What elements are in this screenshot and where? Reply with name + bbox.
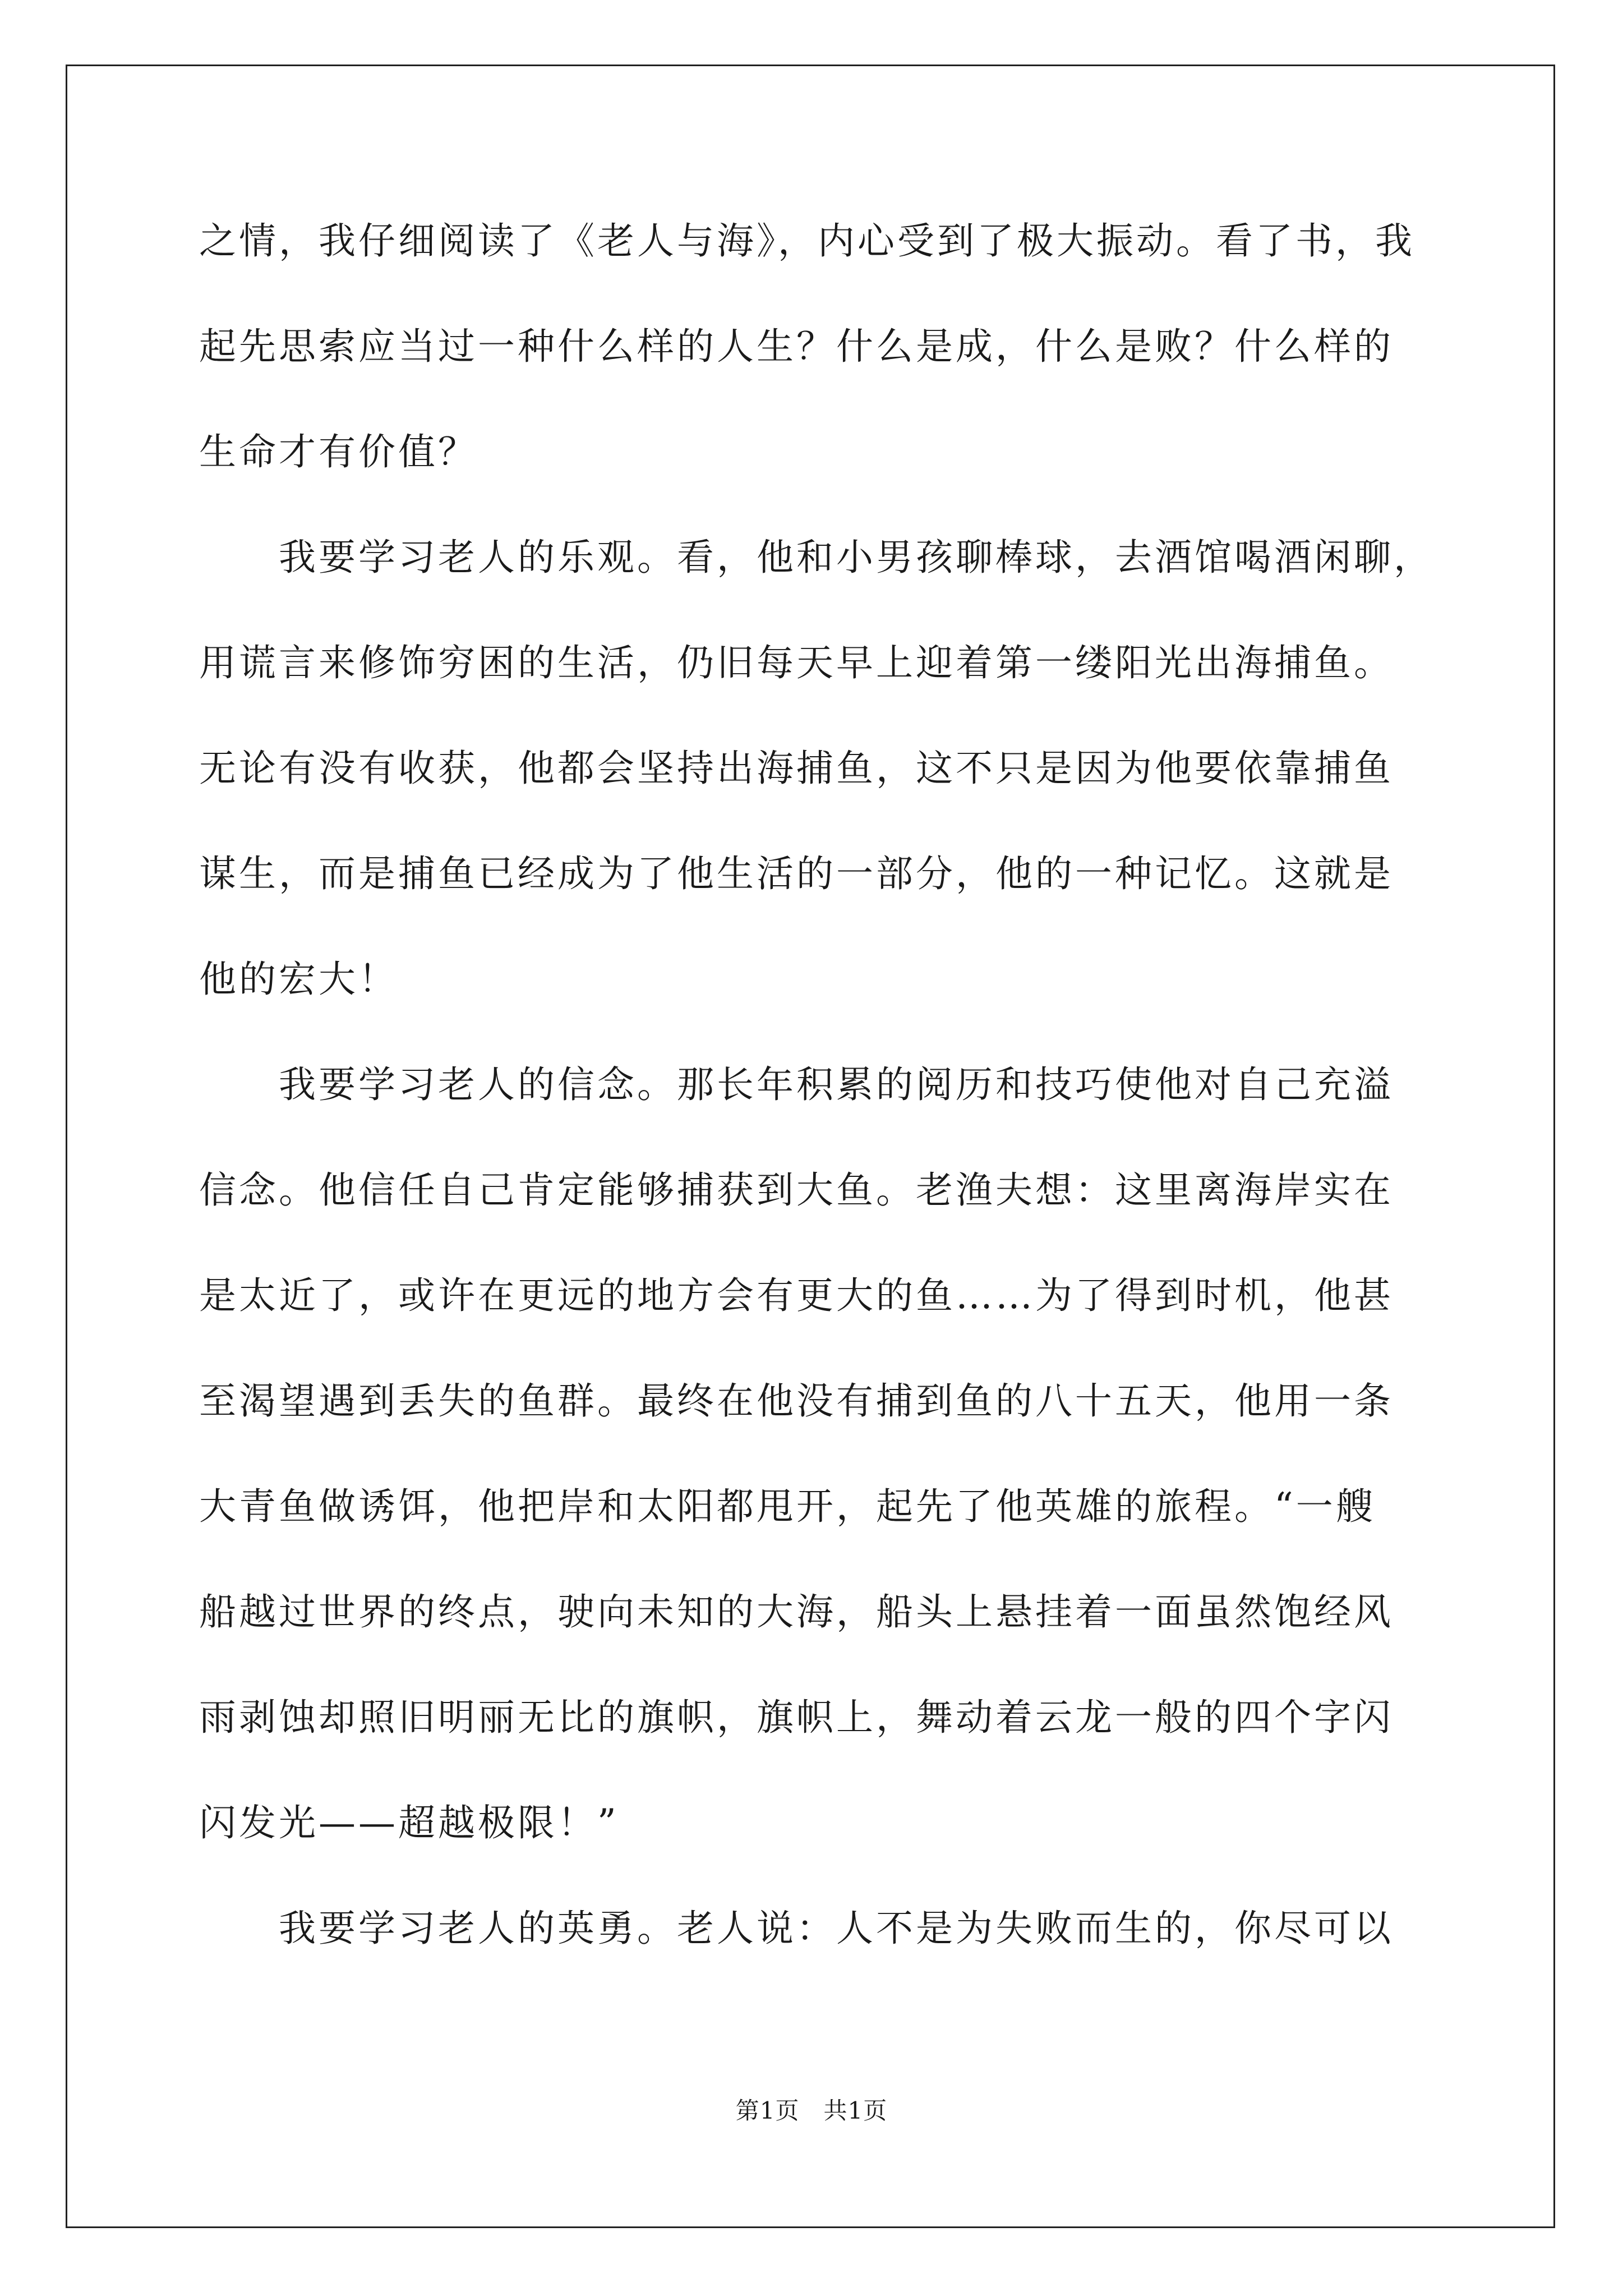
text-line: 我要学习老人的英勇。老人说：人不是为失败而生的，你尽可以 bbox=[199, 1907, 1394, 1950]
text-line: 是太近了，或许在更远的地方会有更大的鱼……为了得到时机，他甚 bbox=[199, 1274, 1394, 1317]
text-line: 我要学习老人的信念。那长年积累的阅历和技巧使他对自己充溢 bbox=[199, 1063, 1394, 1106]
text-line: 之情，我仔细阅读了《老人与海》，内心受到了极大振动。看了书，我 bbox=[199, 219, 1415, 263]
text-line: 他的宏大！ bbox=[199, 958, 398, 1001]
text-line: 雨剥蚀却照旧明丽无比的旗帜，旗帜上，舞动着云龙一般的四个字闪 bbox=[199, 1696, 1394, 1739]
text-line: 闪发光——超越极限！” bbox=[199, 1801, 619, 1844]
text-line: 用谎言来修饰穷困的生活，仍旧每天早上迎着第一缕阳光出海捕鱼。 bbox=[199, 641, 1394, 684]
text-line: 谋生，而是捕鱼已经成为了他生活的一部分，他的一种记忆。这就是 bbox=[199, 852, 1394, 895]
text-line: 我要学习老人的乐观。看，他和小男孩聊棒球，去酒馆喝酒闲聊， bbox=[199, 536, 1433, 579]
text-line: 无论有没有收获，他都会坚持出海捕鱼，这不只是因为他要依靠捕鱼 bbox=[199, 747, 1394, 790]
text-line: 起先思索应当过一种什么样的人生？什么是成，什么是败？什么样的 bbox=[199, 325, 1394, 368]
text-line: 生命才有价值？ bbox=[199, 430, 478, 473]
text-line: 信念。他信任自己肯定能够捕获到大鱼。老渔夫想：这里离海岸实在 bbox=[199, 1168, 1394, 1212]
document-body bbox=[199, 213, 1433, 2006]
page-footer: 第1页 共1页 bbox=[735, 2097, 888, 2124]
text-line: 大青鱼做诱饵，他把岸和太阳都甩开，起先了他英雄的旅程。“一艘 bbox=[199, 1485, 1376, 1528]
text-line: 至渴望遇到丢失的鱼群。最终在他没有捕到鱼的八十五天，他用一条 bbox=[199, 1379, 1394, 1423]
text-line: 船越过世界的终点，驶向未知的大海，船头上悬挂着一面虽然饱经风 bbox=[199, 1590, 1394, 1634]
